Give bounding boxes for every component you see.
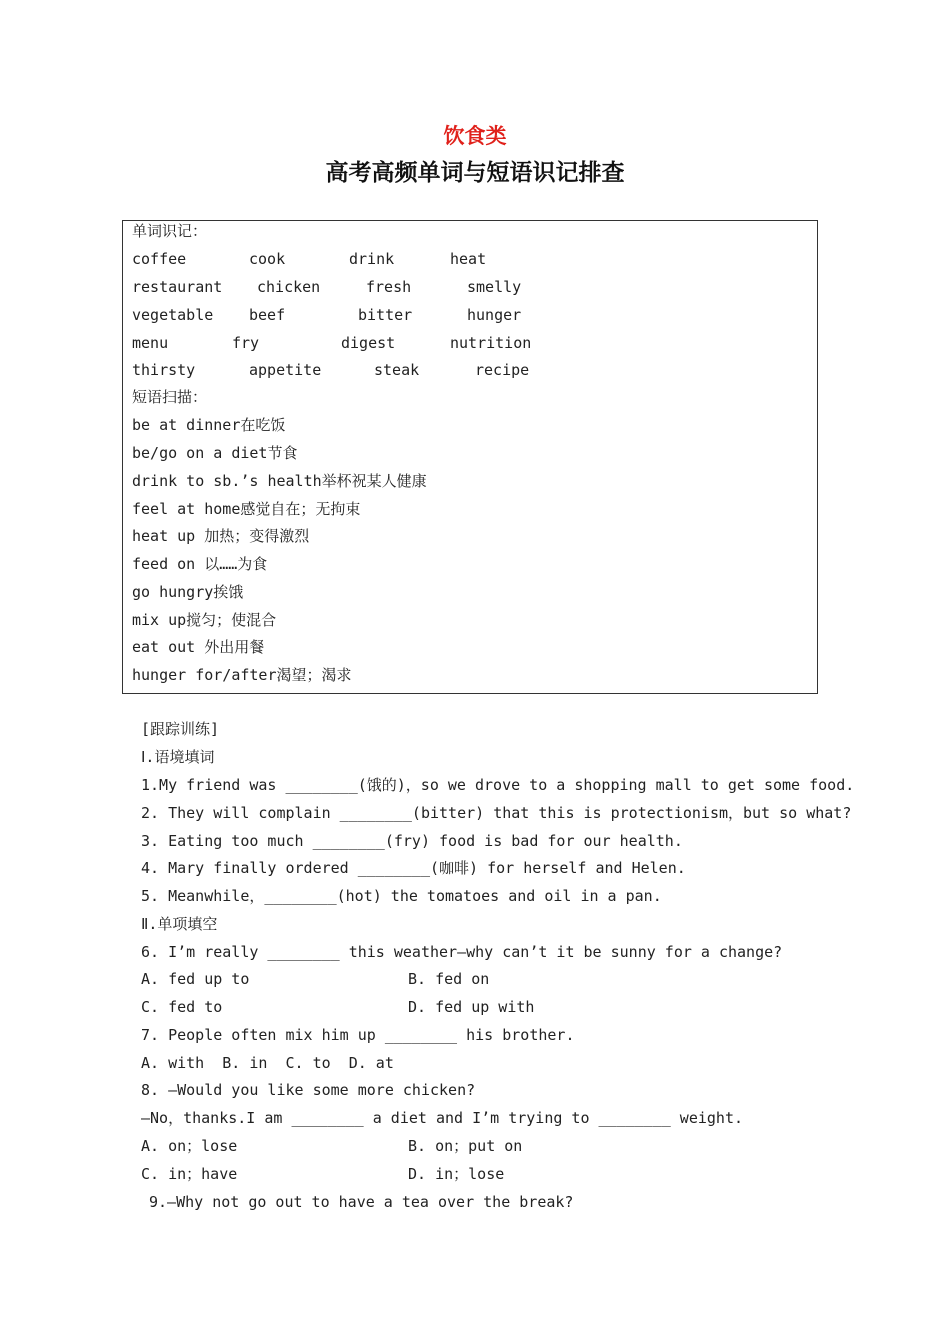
question-6: 6. I’m really ________ this weather—why can’t it be sunny for a change? bbox=[141, 943, 783, 961]
option: A. fed up to bbox=[141, 970, 250, 988]
phrase-item: mix up搅匀；使混合 bbox=[132, 611, 277, 629]
option: D. in；lose bbox=[408, 1165, 505, 1183]
vocab-word: heat bbox=[450, 250, 487, 268]
option: D. fed up with bbox=[408, 998, 535, 1016]
phrase-item: go hungry挨饿 bbox=[132, 583, 244, 601]
phrase-item: feed on 以……为食 bbox=[132, 555, 268, 573]
vocab-word: chicken bbox=[257, 278, 321, 296]
question-1: 1.My friend was ________(饿的)，so we drove to a shopping mall to get some food. bbox=[141, 776, 855, 794]
vocab-word: menu bbox=[132, 334, 169, 352]
phrase-item: eat out 外出用餐 bbox=[132, 638, 265, 656]
option: C. fed to bbox=[141, 998, 223, 1016]
vocab-word: nutrition bbox=[450, 334, 532, 352]
vocab-word: smelly bbox=[467, 278, 522, 296]
phrase-item: heat up 加热；变得激烈 bbox=[132, 527, 310, 545]
section-1-heading: Ⅰ.语境填词 bbox=[141, 748, 215, 766]
question-2: 2. They will complain ________(bitter) that this is protectionism，but so what? bbox=[141, 804, 852, 822]
option: A. on；lose bbox=[141, 1137, 238, 1155]
phrase-item: be at dinner在吃饭 bbox=[132, 416, 286, 434]
vocab-word: fry bbox=[232, 334, 260, 352]
phrase-item: hunger for/after渴望；渴求 bbox=[132, 666, 352, 684]
vocab-word: steak bbox=[374, 361, 420, 379]
vocab-word: recipe bbox=[475, 361, 530, 379]
vocab-word: fresh bbox=[366, 278, 412, 296]
question-7: 7. People often mix him up ________ his brother. bbox=[141, 1026, 575, 1044]
options-row: A. with B. in C. to D. at bbox=[141, 1054, 394, 1072]
vocab-word: cook bbox=[249, 250, 286, 268]
page-title: 高考高频单词与短语识记排查 bbox=[325, 160, 625, 186]
option: C. in；have bbox=[141, 1165, 238, 1183]
question-9: 9.—Why not go out to have a tea over the break? bbox=[149, 1193, 574, 1211]
phrases-heading: 短语扫描： bbox=[132, 388, 208, 406]
vocab-word: beef bbox=[249, 306, 286, 324]
words-heading: 单词识记： bbox=[132, 222, 208, 240]
vocab-word: drink bbox=[349, 250, 395, 268]
vocab-word: thirsty bbox=[132, 361, 196, 379]
phrase-item: drink to sb.’s health举杯祝某人健康 bbox=[132, 472, 427, 490]
phrase-item: be/go on a diet节食 bbox=[132, 444, 298, 462]
question-5: 5. Meanwhile，________(hot) the tomatoes and oil in a pan. bbox=[141, 887, 662, 905]
vocab-word: bitter bbox=[358, 306, 413, 324]
phrase-item: feel at home感觉自在；无拘束 bbox=[132, 500, 361, 518]
vocab-word: digest bbox=[341, 334, 396, 352]
option: B. on；put on bbox=[408, 1137, 523, 1155]
option: B. fed on bbox=[408, 970, 490, 988]
question-8-reply: —No，thanks.I am ________ a diet and I’m trying to ________ weight. bbox=[141, 1109, 743, 1127]
section-2-heading: Ⅱ.单项填空 bbox=[141, 915, 218, 933]
vocab-word: restaurant bbox=[132, 278, 223, 296]
question-8: 8. —Would you like some more chicken? bbox=[141, 1081, 476, 1099]
question-3: 3. Eating too much ________(fry) food is bad for our health. bbox=[141, 832, 683, 850]
vocab-word: hunger bbox=[467, 306, 522, 324]
vocabulary-box bbox=[122, 220, 818, 694]
vocab-word: vegetable bbox=[132, 306, 214, 324]
vocab-word: coffee bbox=[132, 250, 187, 268]
question-4: 4. Mary finally ordered ________(咖啡) for herself and Helen. bbox=[141, 859, 686, 877]
category-title: 饮食类 bbox=[443, 124, 507, 148]
exercise-header: [跟踪训练] bbox=[141, 720, 220, 738]
vocab-word: appetite bbox=[249, 361, 322, 379]
